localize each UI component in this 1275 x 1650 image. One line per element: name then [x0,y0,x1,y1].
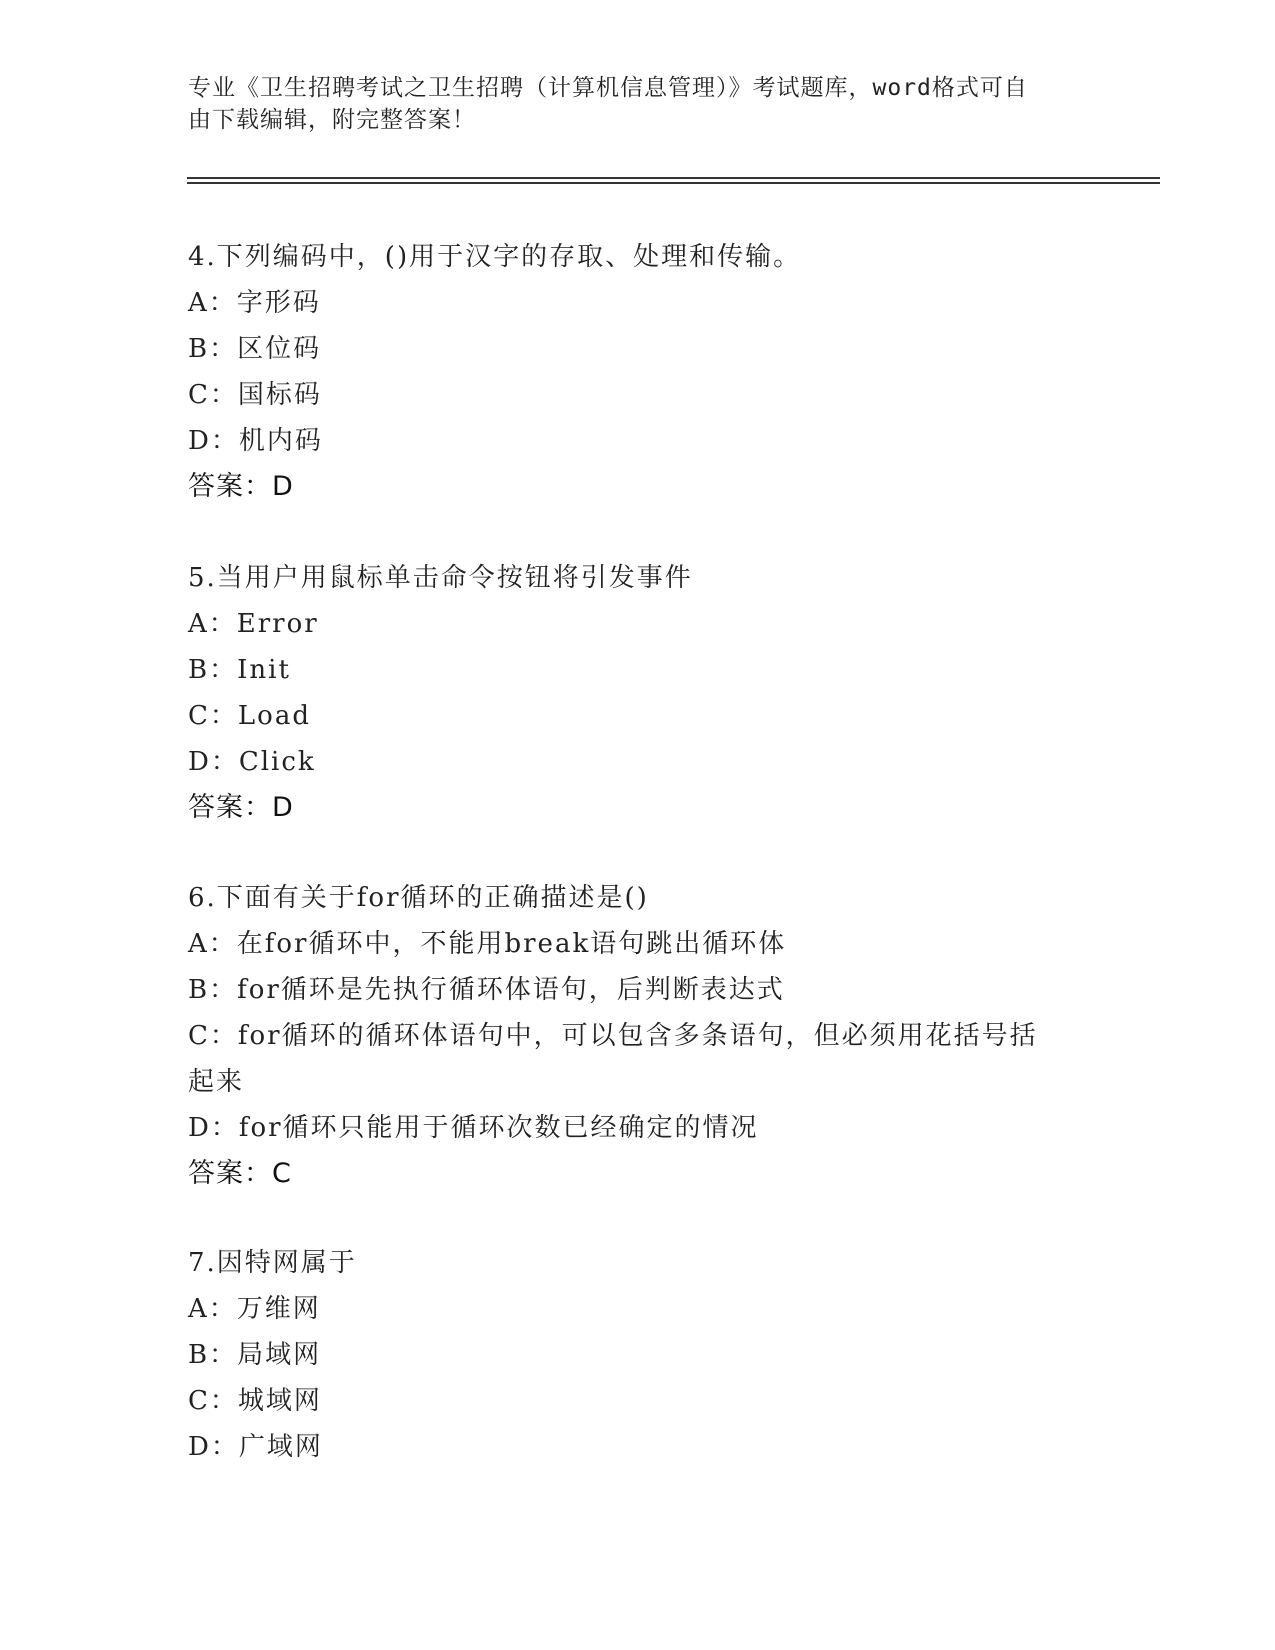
option-c: C：国标码 [188,380,322,410]
option-a: A：在for循环中，不能用break语句跳出循环体 [188,929,787,959]
question-5 [188,555,1088,831]
document-intro [188,72,1068,136]
option-d: D：for循环只能用于循环次数已经确定的情况 [188,1113,759,1143]
option-a: A：Error [188,609,319,639]
option-b: B：Init [188,655,291,685]
option-b: B：局域网 [188,1340,322,1370]
question-6 [188,875,1048,1197]
header-divider-bottom [187,182,1160,184]
intro-line-1: 专业《卫生招聘考试之卫生招聘（计算机信息管理）》考试题库，word格式可自 [188,75,1028,101]
question-stem: 4.下列编码中，()用于汉字的存取、处理和传输。 [188,242,802,272]
option-d: D：机内码 [188,426,323,456]
option-a: A：万维网 [188,1294,321,1324]
option-c: C：城域网 [188,1386,322,1416]
answer-line: 答案：D [188,792,294,823]
answer-line: 答案：D [188,471,294,502]
option-d: D：广域网 [188,1432,323,1462]
question-stem: 7.因特网属于 [188,1248,357,1278]
option-b: B：区位码 [188,334,322,364]
option-a: A：字形码 [188,288,321,318]
option-d: D：Click [188,747,316,777]
option-b: B：for循环是先执行循环体语句，后判断表达式 [188,975,785,1005]
question-stem: 5.当用户用鼠标单击命令按钮将引发事件 [188,563,693,593]
answer-line: 答案：C [188,1158,292,1189]
question-4 [188,234,1088,510]
header-divider-top [187,177,1160,179]
option-c: C：Load [188,701,311,731]
option-c: C：for循环的循环体语句中，可以包含多条语句，但必须用花括号括起来 [188,1021,1038,1097]
question-stem: 6.下面有关于for循环的正确描述是() [188,883,649,913]
question-7 [188,1240,1088,1470]
intro-line-2: 由下载编辑，附完整答案！ [188,107,476,133]
